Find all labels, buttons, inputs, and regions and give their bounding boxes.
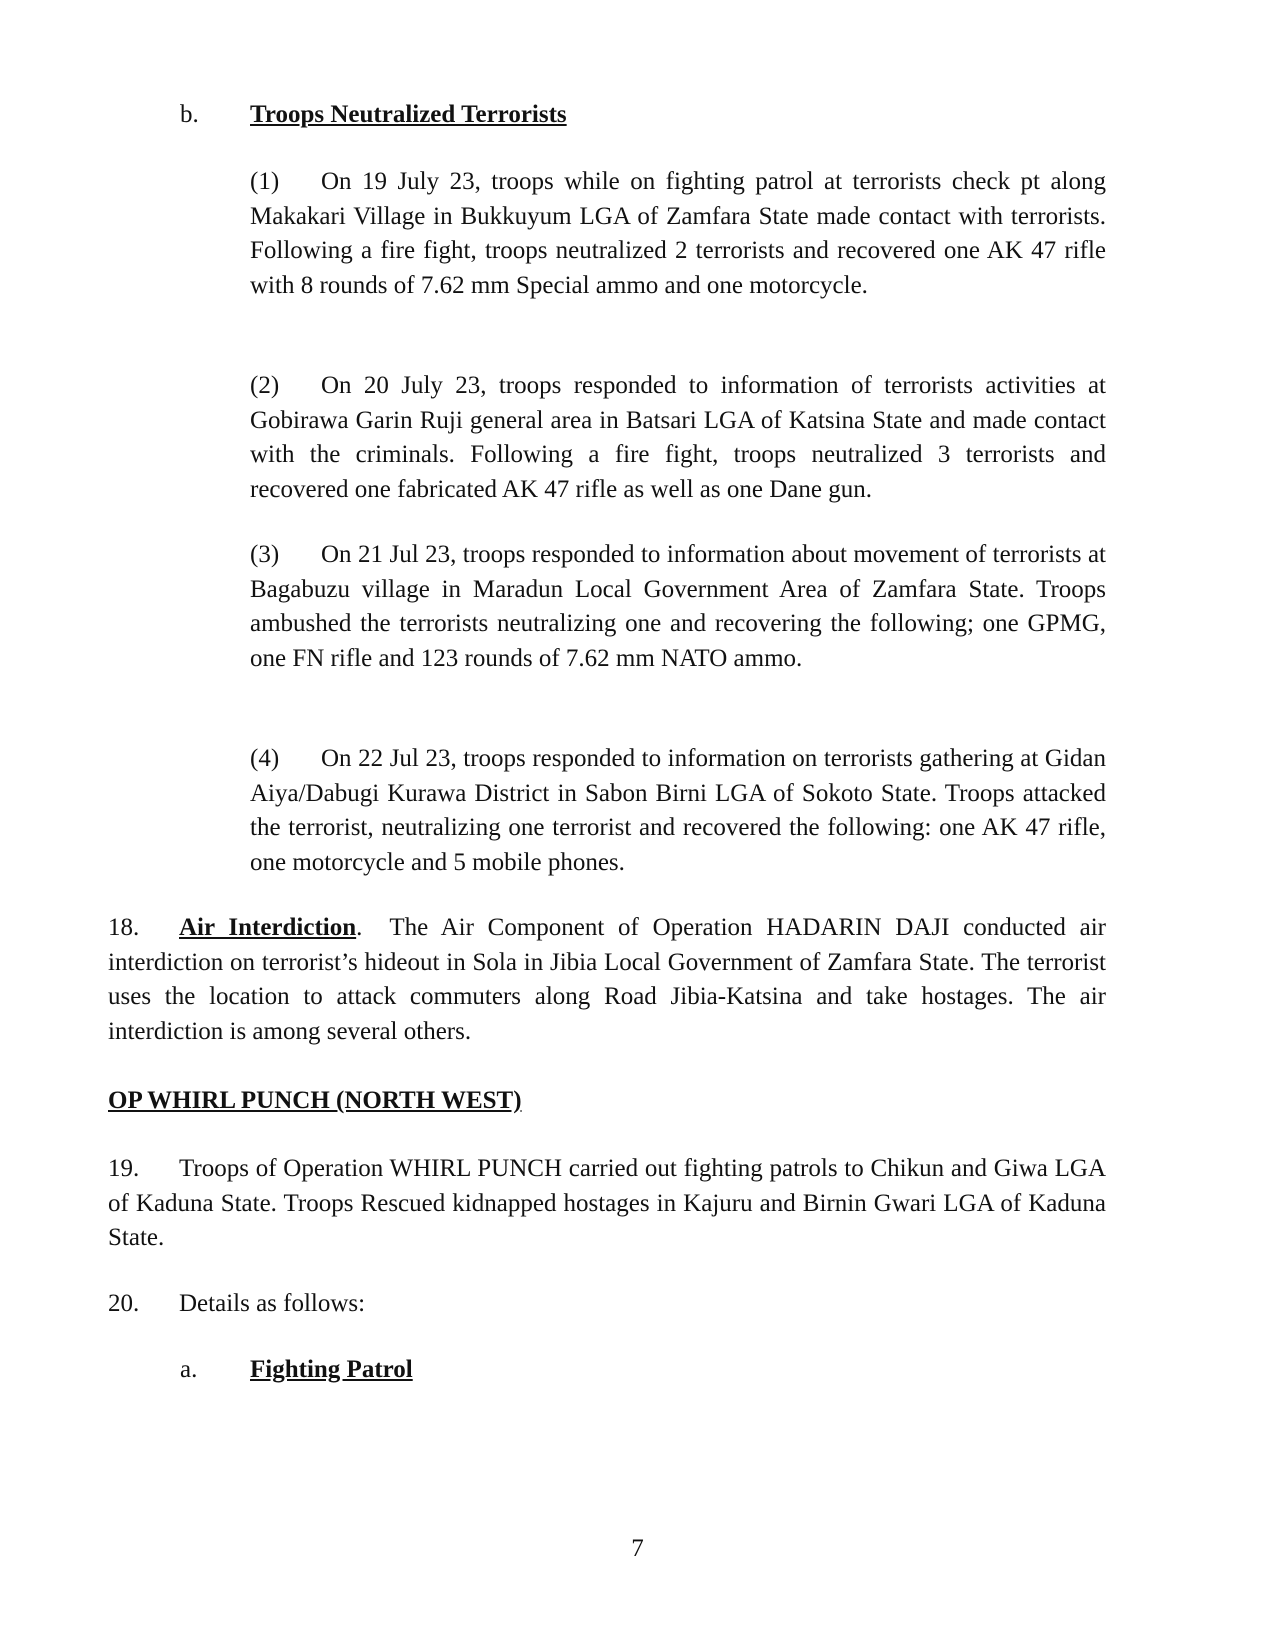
- air-interdiction-heading-period: .: [356, 914, 363, 941]
- op-whirl-punch-heading: OP WHIRL PUNCH (NORTH WEST): [108, 1087, 522, 1114]
- section-a-heading: Fighting Patrol: [250, 1356, 413, 1383]
- section-b-heading: Troops Neutralized Terrorists: [250, 101, 567, 128]
- air-interdiction-heading: Air Interdiction: [179, 914, 357, 941]
- paragraph-18: [108, 911, 1106, 1049]
- item-2: [250, 369, 1106, 507]
- paragraph-18-text: The Air Component of Operation HADARIN DAJI conducted air interdiction on terrorist’s hideout in Sola in Jibia Local Government of Zamfara State. The terrorist uses the location to attack commuters along Road Jibia-Katsina and take hostages. The air interdiction is among several others.: [108, 914, 1106, 1045]
- paragraph-19-text: Troops of Operation WHIRL PUNCH carried out fighting patrols to Chikun and Giwa LGA of Kaduna State. Troops Rescued kidnapped hostages in Kajuru and Birnin Gwari LGA of Kaduna State.: [108, 1155, 1106, 1251]
- item-1: [250, 165, 1106, 303]
- item-3-text: On 21 Jul 23, troops responded to information about movement of terrorists at Bagabuzu village in Maradun Local Government Area of Zamfara State. Troops ambushed the terrorists neutralizing one and recovering the following; one GPMG, one FN rifle and 123 rounds of 7.62 mm NATO ammo.: [250, 541, 1106, 672]
- item-3-number: (3): [250, 541, 280, 568]
- item-1-number: (1): [250, 168, 280, 195]
- paragraph-20-text: Details as follows:: [179, 1290, 366, 1317]
- page-number: 7: [631, 1535, 644, 1562]
- item-2-text: On 20 July 23, troops responded to information of terrorists activities at Gobirawa Garin Ruji general area in Batsari LGA of Katsina State and made contact with the criminals. Following a fire fight, troops neutralized 3 terrorists and recovered one fabricated AK 47 rifle as well as one Dane gun.: [250, 372, 1106, 503]
- item-2-number: (2): [250, 372, 280, 399]
- item-4-text: On 22 Jul 23, troops responded to information on terrorists gathering at Gidan Aiya/Dabugi Kurawa District in Sabon Birni LGA of Sokoto State. Troops attacked the terrorist, neutralizing one terrorist and recovered the following: one AK 47 rifle, one motorcycle and 5 mobile phones.: [250, 745, 1106, 876]
- item-4-number: (4): [250, 745, 280, 772]
- section-a-letter: a.: [180, 1356, 198, 1383]
- section-b-letter: b.: [180, 101, 199, 128]
- paragraph-18-number: 18.: [108, 914, 140, 941]
- item-3: [250, 538, 1106, 676]
- paragraph-20: [108, 1287, 1106, 1322]
- item-4: [250, 742, 1106, 880]
- paragraph-20-number: 20.: [108, 1290, 140, 1317]
- paragraph-19-number: 19.: [108, 1155, 140, 1182]
- paragraph-19: [108, 1152, 1106, 1256]
- item-1-text: On 19 July 23, troops while on fighting patrol at terrorists check pt along Makakari Village in Bukkuyum LGA of Zamfara State made contact with terrorists. Following a fire fight, troops neutralized 2 terrorists and recovered one AK 47 rifle with 8 rounds of 7.62 mm Special ammo and one motorcycle.: [250, 168, 1106, 299]
